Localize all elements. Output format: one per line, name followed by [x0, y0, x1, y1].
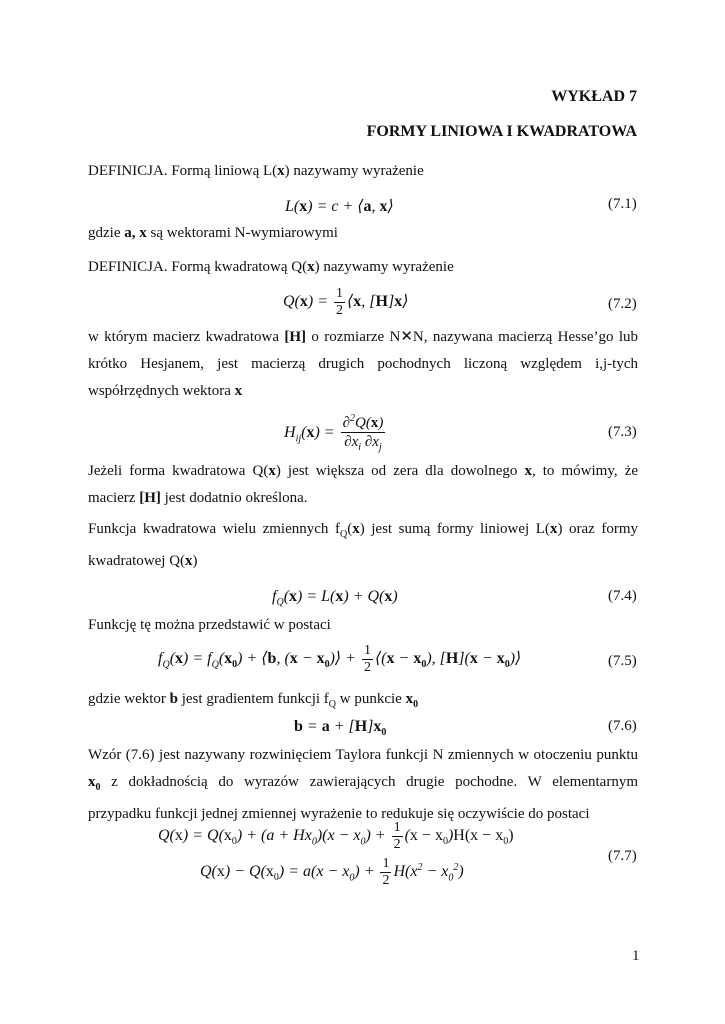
- equation-7-1: L(x) = c + ⟨a, x⟩: [285, 198, 394, 215]
- equation-number-7-5: (7.5): [608, 653, 637, 669]
- equation-7-5: $f_Q(x) = f_Q(x_0)$ + ⟨b, $(x - x_0)⟩$ + $\frac{1}{2}$ ⟨(x − $x_0$), $[H](x - x_0)⟩$: [158, 643, 522, 675]
- equation-7-3: $H_{ij}(x)$ = $\frac{\partial^2Q(x)}{\partial x_i \partial x_j}$: [284, 410, 387, 457]
- vector-note: gdzie a, x są wektorami N-wymiarowymi: [88, 225, 338, 241]
- quadratic-function-note: Funkcja kwadratowa wielu zmiennych $f_Q(x)$ jest sumą formy liniowej L(x) oraz formy kwadratowej Q(x): [88, 521, 639, 569]
- positive-definite-note: Jeżeli forma kwadratowa Q(x) jest większa od zera dla dowolnego x, to mówimy, że macierz [H] jest dodatnio określona.: [88, 463, 639, 506]
- taylor-expansion-note: Wzór (7.6) jest nazywany rozwinięciem Taylora funkcji N zmiennych w otoczeniu punktu $x_0$ z dokładnością do wyrazów zawierających drugie pochodne. W elementarnym przypadku funkcji jednej zmiennej wyrażenie to redukuje się oczywiście do postaci: [88, 747, 638, 822]
- definition-quadratic-form: DEFINICJA. Formą kwadratową Q(x) nazywamy wyrażenie: [88, 259, 454, 275]
- gradient-note: gdzie wektor b jest gradientem funkcji $f_Q$ w punkcie $x_0$: [88, 691, 419, 710]
- equation-number-7-2: (7.2): [608, 296, 637, 312]
- equation-number-7-6: (7.6): [608, 718, 637, 734]
- equation-number-7-3: (7.3): [608, 424, 637, 440]
- page-number: 1: [632, 948, 640, 964]
- equation-number-7-1: (7.1): [608, 196, 637, 212]
- equation-7-4: $f_Q(x) = L(x) + Q(x)$: [272, 588, 398, 609]
- lecture-title: WYKŁAD 7: [551, 88, 637, 105]
- hessian-description: w którym macierz kwadratowa [H] o rozmiarze N✕N, nazywana macierzą Hesse’go lub krótko Hesjanem, jest macierzą drugich pochodnych liczoną względem i,j-tych współrzędnych wektora x: [88, 329, 638, 399]
- equation-number-7-4: (7.4): [608, 588, 637, 604]
- equation-7-7-line-1: $Q(x) = Q(x_0) + (a + Hx_0)(x - x_0)$ + $\frac{1}{2}$ $(x - x_0)H(x - x_0)$: [158, 820, 514, 852]
- equation-7-2: Q(x) = $\frac{1}{2}$ ⟨x, [H]x⟩: [283, 286, 409, 318]
- equation-7-6: $b = a + [H]x_0$: [294, 718, 387, 739]
- definition-linear-form: DEFINICJA. Formą liniową L(x) nazywamy wyrażenie: [88, 163, 424, 179]
- representation-note: Funkcję tę można przedstawić w postaci: [88, 617, 331, 633]
- equation-7-7-line-2: $Q(x) - Q(x_0) = a(x - x_0)$ + $\frac{1}{2}$ $H(x^2 - x_0^2)$: [200, 856, 464, 888]
- section-title: FORMY LINIOWA I KWADRATOWA: [366, 123, 637, 140]
- equation-number-7-7: (7.7): [608, 848, 637, 864]
